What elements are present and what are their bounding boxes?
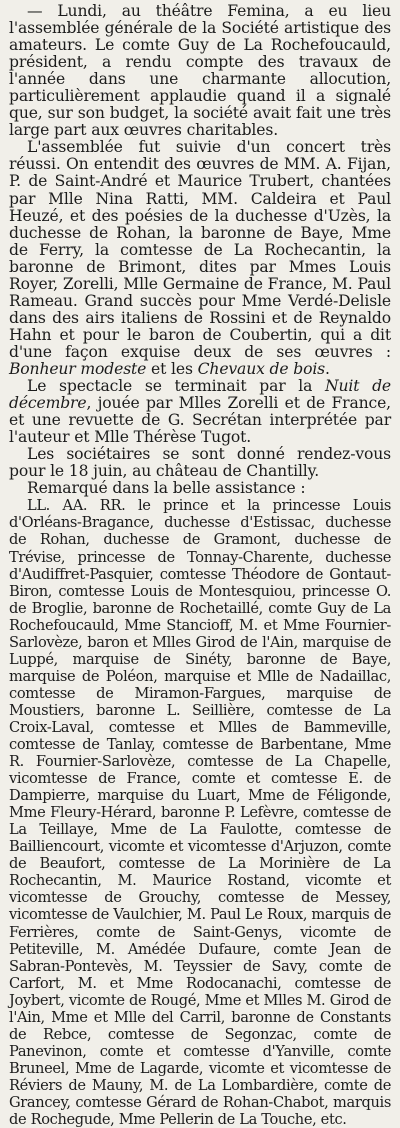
paragraph-text: LL. AA. RR. le prince et la princesse Louis d'Orléans-Bragance, duchesse d'Estissac, duchesse de Rohan, duchesse de Gramont, duchesse de Trévise, princesse de Tonnay-Charente, duchesse d'Audiffret-Pasquier, comtesse Théodore de Gontaut-Biron, comtesse Louis de Montesquiou, princesse O. de Broglie, baronne de Rochetaillé, comte Guy de La Rochefoucauld, Mme Stancioff, M. et Mme Fournier-Sarlovèze, baron et Mlles Girod de l'Ain, marquise de Luppé, marquise de Sinéty, baronne de Baye, marquise de Poléon, marquise et Mlle de Nadaillac, comtesse de Miramon-Fargues, marquise de Moustiers, baronne L. Seillière, comtesse de La Croix-Laval, comtesse et Mlles de Bammeville, comtesse de Tanlay, comtesse de Barbentane, Mme R. Fournier-Sarlovèze, comtesse de La Chapelle, vicomtesse de France, comte et comtesse E. de Dampierre, marquise du Luart, Mme de Féligonde, Mme Fleury-Hérard, baronne P. Lefèvre, comtesse de La Teillaye, Mme de La Faulotte, comtesse de Bailliencourt, vicomte et vicomtesse d'Arjuzon, comte de Beaufort, comtesse de La Morinière de La Rochecantin, M. Maurice Rostand, vicomte et vicomtesse de Grouchy, comtesse de Messey, vicomtesse de Vaulchier, M. Paul Le Roux, marquis de Ferrières, comte de Saint-Genys, vicomte de Petiteville, M. Amédée Dufaure, comte Jean de Sabran-Pontevès, M. Teyssier de Savy, comte de Carfort, M. et Mme Rodocanachi, comtesse de Joybert, vicomte de Rougé, Mme et Mlles M. Girod de l'Ain, Mme et Mlle del Carril, baronne de Constants de Rebce, comtesse de Segonzac, comte de Panevinon, comte et comtesse d'Yanville, comte Bruneel, Mme de Lagarde, vicomte et vicomtesse de Réviers de Mauny, M. de La Lombardière, comte de Grancey, comtesse Gérard de Rohan-Chabot, marquis de Rochegude, Mme Pellerin de La Touche, etc. [9,497,391,1128]
work-title: Nuit de décembre [9,377,391,413]
paragraph-text: Le spectacle se terminait par la [27,377,325,396]
newspaper-column [9,2,391,1128]
paragraph-rendezvous [9,446,391,480]
paragraph-text: Remarqué dans la belle assistance : [27,479,306,498]
paragraph-text: . [325,359,330,378]
paragraph-spectacle [9,378,391,446]
paragraph-concert [9,139,391,378]
paragraph-text: L'assemblée fut suivie d'un concert très réussi. On entendit des œuvres de MM. A. Fijan, P. de Saint-André et Maurice Trubert, chantées par Mlle Nina Ratti, MM. Caldeira et Paul Heuzé, et des poésies de la duchesse d'Uzès, la duchesse de Rohan, la baronne de Baye, Mme de Ferry, la comtesse de La Rochecantin, la baronne de Brimont, dites par Mmes Louis Royer, Zorelli, Mlle Germaine de France, M. Paul Rameau. Grand succès pour Mme Verdé-Delisle dans des airs italiens de Rossini et de Reynaldo Hahn et pour le baron de Coubertin, qui a dit d'une façon exquise deux de ses œuvres : [9,138,391,361]
paragraph-text: — Lundi, au théâtre Femina, a eu lieu l'assemblée générale de la Société artistique des amateurs. Le comte Guy de La Rochefoucauld, président, a rendu compte des travaux de l'année dans une charmante allocution, particulièrement applaudie quand il a signalé que, sur son budget, la société avait fait une très large part aux œuvres charitables. [9,2,391,140]
paragraph-text: et les [146,359,198,378]
work-title: Chevaux de bois [197,359,326,378]
paragraph-assembly-report [9,3,391,139]
paragraph-text: Les sociétaires se sont donné rendez-vous pour le 18 juin, au château de Chantilly. [9,445,391,481]
work-title: Bonheur modeste [9,359,147,378]
paragraph-attendee-list [9,497,391,1128]
paragraph-text: , jouée par Mlles Zorelli et de France, et une revuette de G. Secrétan interprétée par l'auteur et Mlle Thérèse Tugot. [9,394,391,447]
paragraph-assistance-intro [9,480,391,497]
